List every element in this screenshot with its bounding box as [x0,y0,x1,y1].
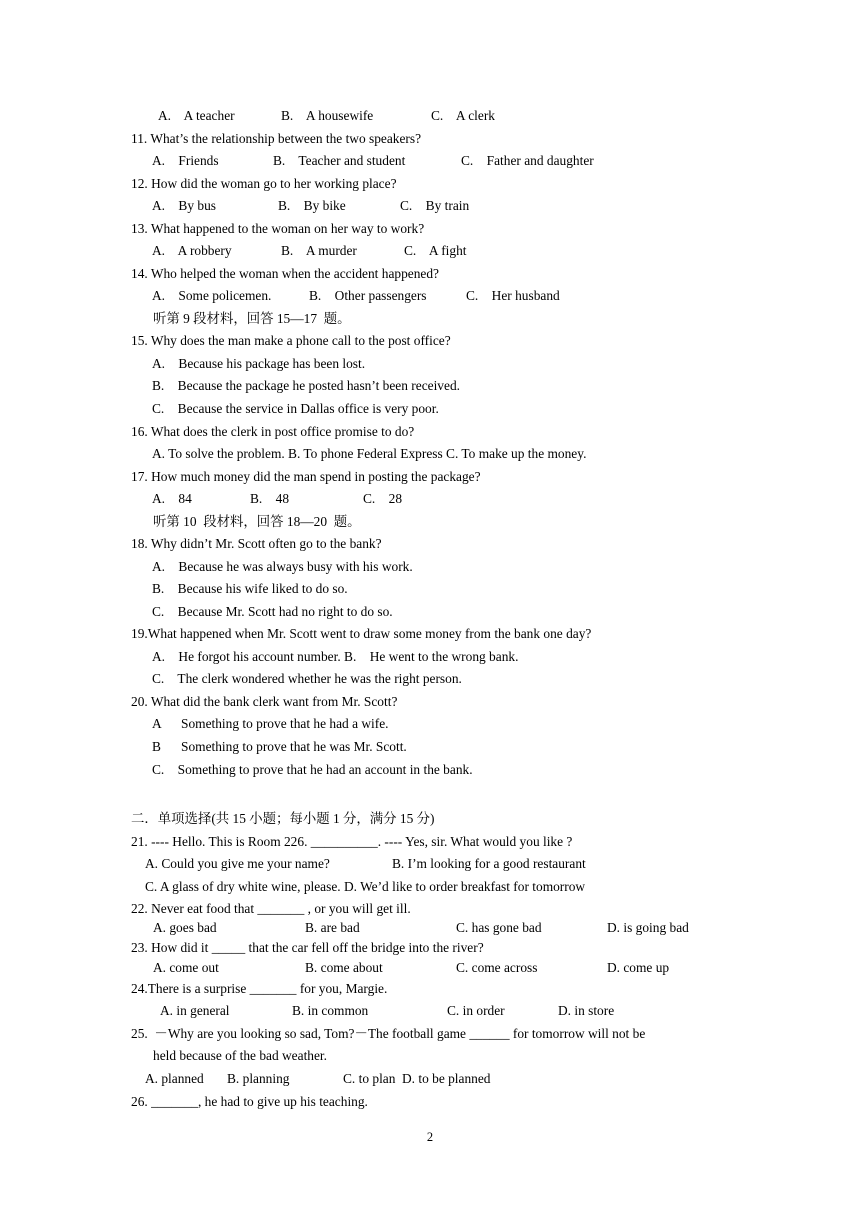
text-line: B Something to prove that he was Mr. Scott. [152,739,407,754]
text-line: 18. Why didn’t Mr. Scott often go to the bank? [131,536,382,551]
answer-option: D. in store [558,1003,615,1018]
text-line: 13. What happened to the woman on her way to work? [131,221,425,236]
answer-option: D. to be planned [402,1071,491,1086]
answer-option: B. By bike [278,198,346,213]
answer-option: B. Teacher and student [273,153,406,168]
text-line: held because of the bad weather. [153,1048,327,1063]
text-line: 23. How did it _____ that the car fell off the bridge into the river? [131,940,484,955]
answer-option: A. goes bad [153,920,217,935]
answer-option: B. come about [305,960,383,975]
text-line: 听第 9 段材料，回答 15—17 题。 [153,311,351,326]
answer-option: A. Some policemen. [152,288,272,303]
answer-option: C. in order [447,1003,505,1018]
answer-option: C. has gone bad [456,920,542,935]
answer-option: B. 48 [250,491,290,506]
answer-option: C. Her husband [466,288,560,303]
answer-option: B. in common [292,1003,369,1018]
answer-option: C. come across [456,960,538,975]
answer-option: C. A clerk [431,108,495,123]
answer-option: B. are bad [305,920,360,935]
answer-option: B. Other passengers [309,288,427,303]
text-line: 26. _______, he had to give up his teaching. [131,1094,368,1109]
text-line: A. To solve the problem. B. To phone Federal Express C. To make up the money. [152,446,587,461]
text-line: C. A glass of dry white wine, please. D. We’d like to order breakfast for tomorrow [145,879,586,894]
answer-option: A. A robbery [152,243,232,258]
text-line: A. Because he was always busy with his work. [152,559,413,574]
text-line: 14. Who helped the woman when the accident happened? [131,266,439,281]
text-line: 二．单项选择(共 15 小题；每小题 1 分，满分 15 分) [131,811,435,826]
answer-option: C. Father and daughter [461,153,594,168]
text-line: 24.There is a surprise _______ for you, Margie. [131,981,388,996]
answer-option: A. planned [145,1071,204,1086]
answer-option: C. 28 [363,491,403,506]
text-line: B. Because the package he posted hasn’t been received. [152,378,460,393]
text-line: C. Something to prove that he had an account in the bank. [152,762,473,777]
answer-option: B. A housewife [281,108,374,123]
text-line: 听第 10 段材料，回答 18—20 题。 [153,514,361,529]
text-line: C. The clerk wondered whether he was the right person. [152,671,462,686]
answer-option: C. By train [400,198,470,213]
answer-option: B. I’m looking for a good restaurant [392,856,586,871]
text-line: 20. What did the bank clerk want from Mr. Scott? [131,694,398,709]
text-line: 17. How much money did the man spend in posting the package? [131,469,481,484]
text-line: B. Because his wife liked to do so. [152,581,348,596]
answer-option: A. in general [160,1003,230,1018]
text-line: A Something to prove that he had a wife. [152,716,389,731]
answer-option: B. A murder [281,243,357,258]
text-line: 16. What does the clerk in post office promise to do? [131,424,415,439]
text-line: 11. What’s the relationship between the two speakers? [131,131,422,146]
answer-option: C. A fight [404,243,467,258]
text-line: 19.What happened when Mr. Scott went to draw some money from the bank one day? [131,626,592,641]
text-line: 15. Why does the man make a phone call to the post office? [131,333,451,348]
text-line: 25. －Why are you looking so sad, Tom?－The football game ______ for tomorrow will not be [131,1026,646,1041]
answer-option: A. Friends [152,153,219,168]
text-line: C. Because the service in Dallas office is very poor. [152,401,439,416]
answer-option: A. A teacher [158,108,235,123]
answer-option: C. to plan [343,1071,396,1086]
answer-option: A. Could you give me your name? [145,856,330,871]
answer-option: A. 84 [152,491,192,506]
answer-option: B. planning [227,1071,290,1086]
text-line: 22. Never eat food that _______ , or you will get ill. [131,901,411,916]
text-line: 12. How did the woman go to her working place? [131,176,397,191]
text-line: C. Because Mr. Scott had no right to do so. [152,604,393,619]
page-number: 2 [426,1130,434,1144]
text-line: A. He forgot his account number. B. He went to the wrong bank. [152,649,519,664]
answer-option: D. come up [607,960,670,975]
answer-option: A. come out [153,960,219,975]
text-line: 21. ---- Hello. This is Room 226. __________. ---- Yes, sir. What would you like ? [131,834,573,849]
text-line: A. Because his package has been lost. [152,356,366,371]
answer-option: A. By bus [152,198,216,213]
answer-option: D. is going bad [607,920,689,935]
